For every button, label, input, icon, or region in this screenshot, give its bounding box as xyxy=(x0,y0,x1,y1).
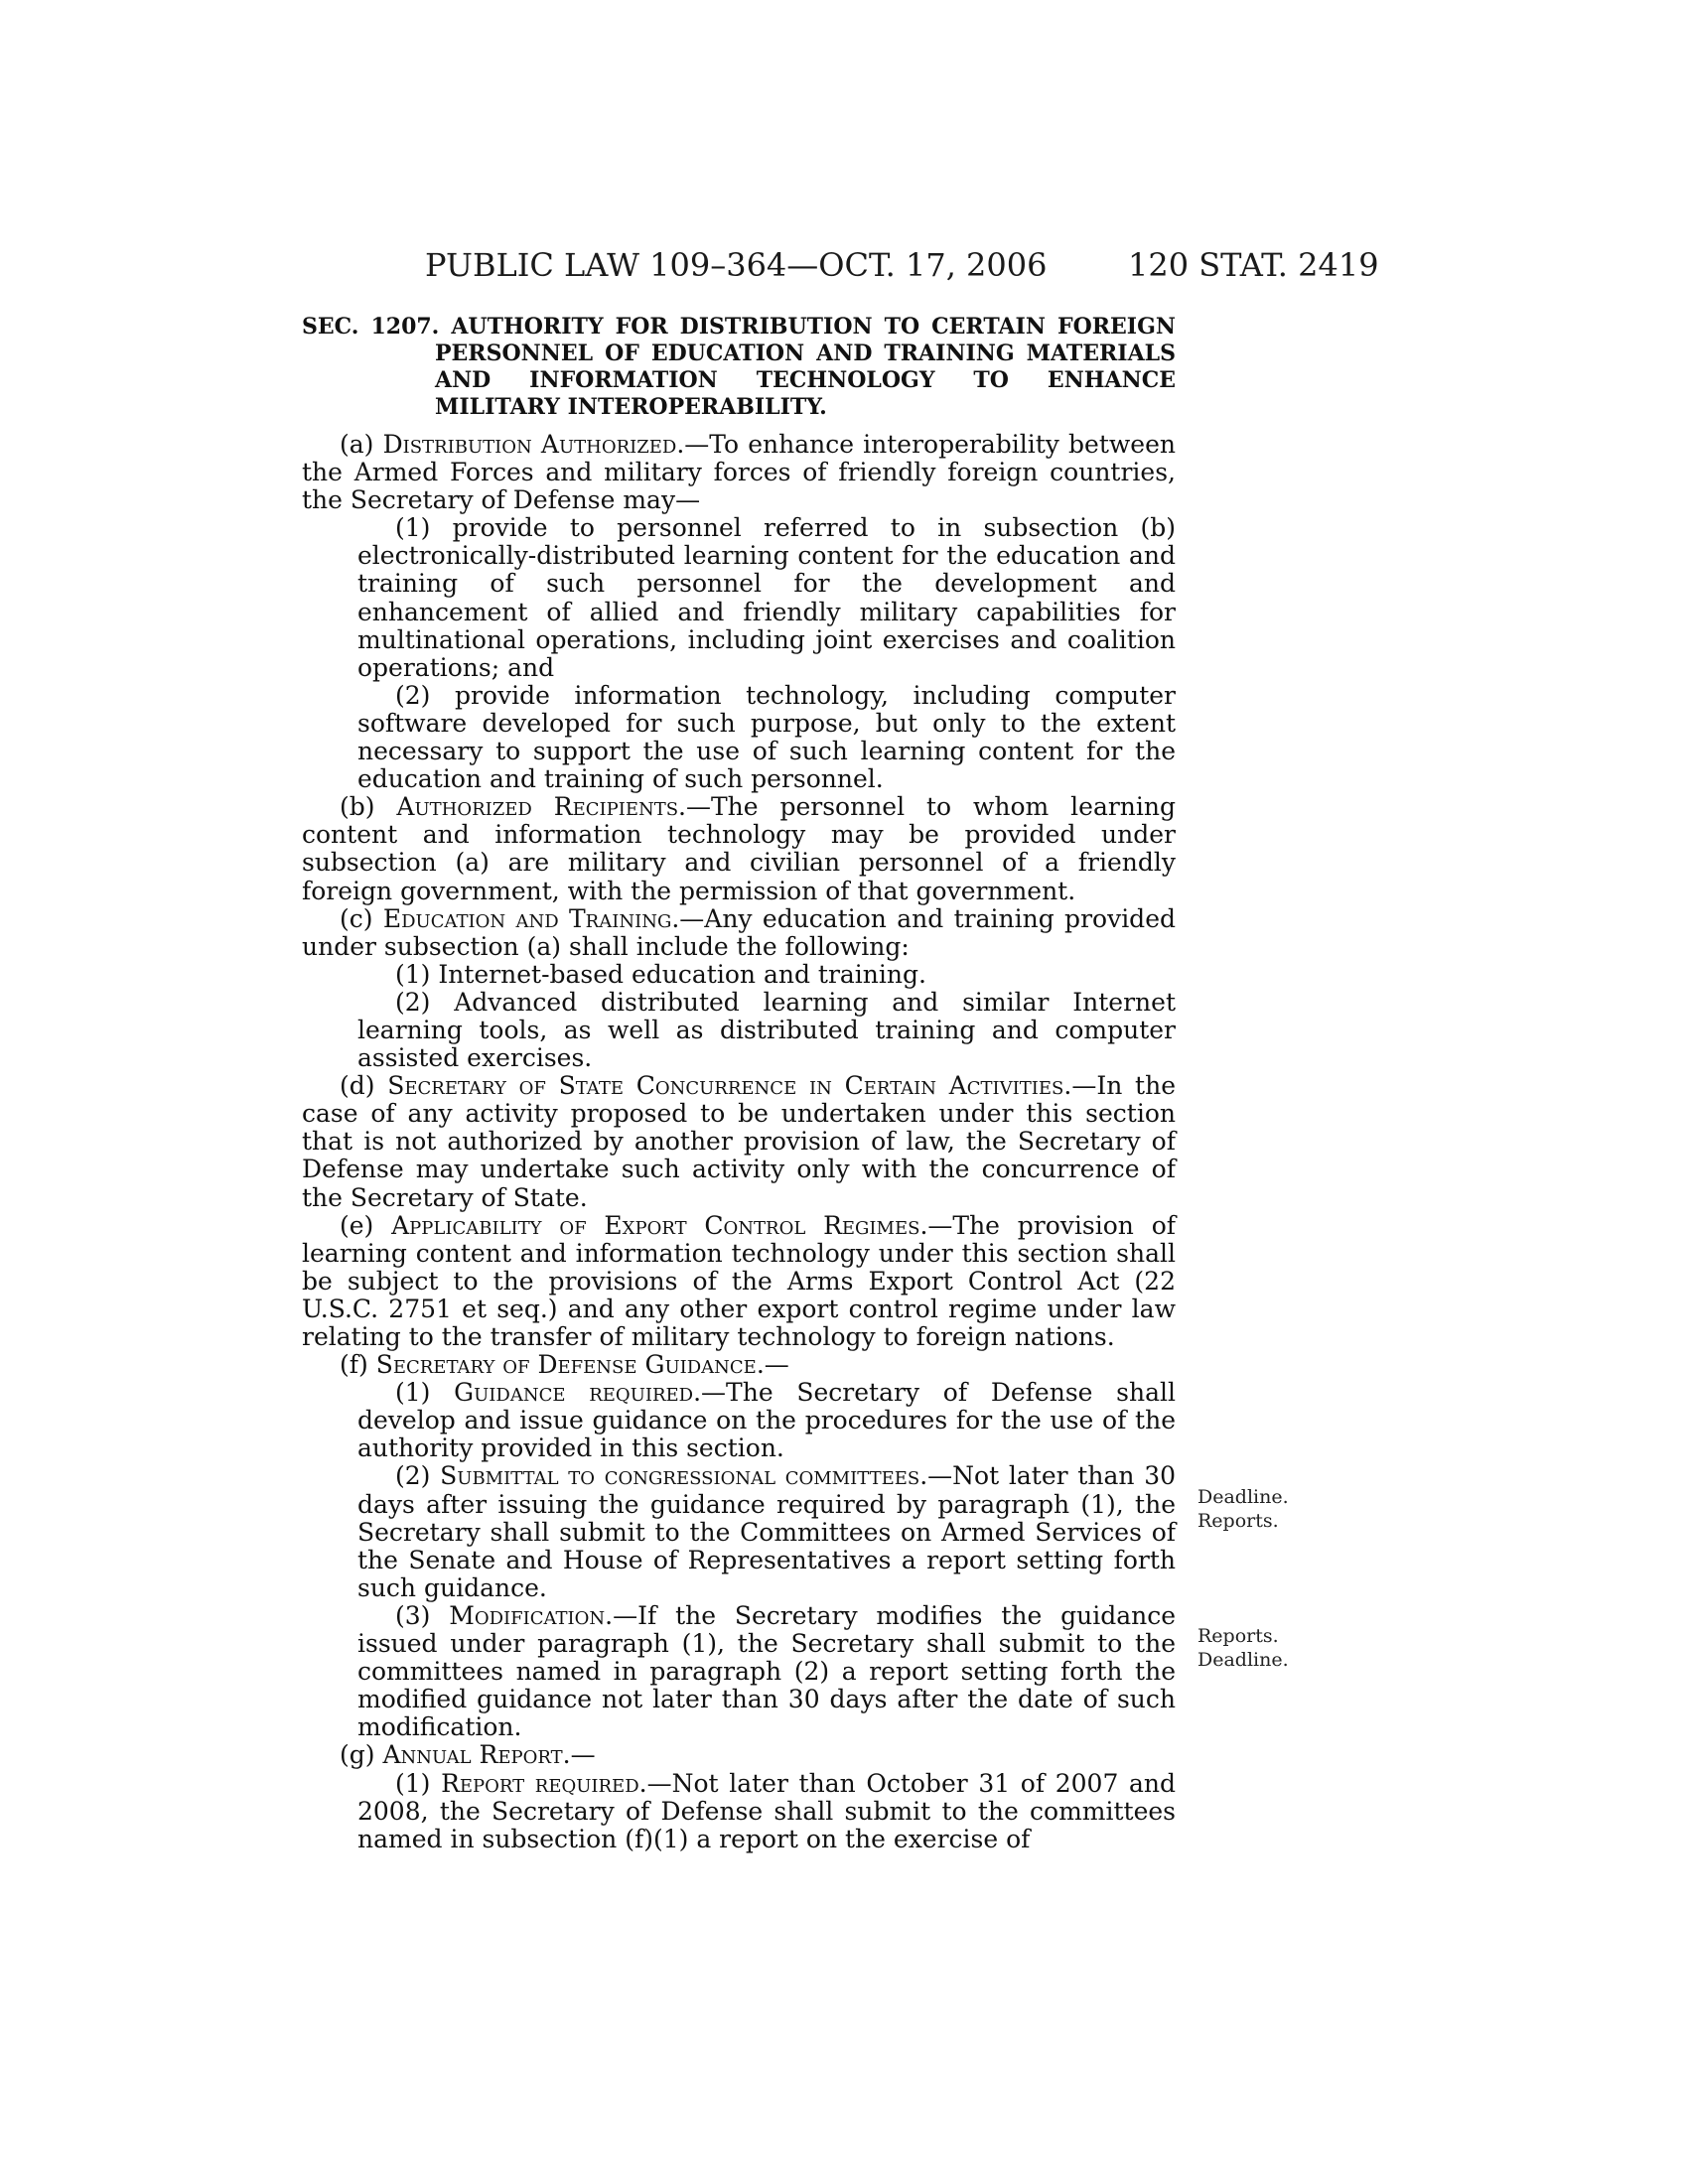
subsection-c-caption: Education and Training. xyxy=(382,903,680,933)
public-law-citation: PUBLIC LAW 109–364—OCT. 17, 2006 xyxy=(425,246,1048,284)
paragraph-a2: (2) provide information technology, including computer software developed for such purpose, but only to the extent necessary to support the use of such learning content for the education and training of such personnel. xyxy=(357,680,1176,794)
subsection-c-text: —Any education and training provided under subsection (a) shall include the following: xyxy=(302,903,1176,961)
paragraph-f3-caption: Modification. xyxy=(449,1600,614,1630)
subsection-a-label: (a) xyxy=(340,430,383,459)
paragraph-a1: (1) provide to personnel referred to in subsection (b) electronically-distributed learning content for the education and training of such personnel for the development and enhancement of allied and friendly military capabilities for multinational operations, including joint exercises and coalition operations; and xyxy=(357,513,1176,682)
section-body xyxy=(302,314,1176,1853)
paragraph-g1-text: —Not later than October 31 of 2007 and 2008, the Secretary of Defense shall submit to the committees named in subsection (f)(1) a report on the exercise of xyxy=(357,1768,1177,1853)
paragraph-g1 xyxy=(302,1770,1176,1853)
paragraph-f3-text: —If the Secretary modifies the guidance issued under paragraph (1), the Secretary shall submit to the committees named in paragraph (2) a report setting forth the modified guidance not later than 30 days after the date of such modification. xyxy=(357,1600,1177,1742)
paragraph-f2-text: —Not later than 30 days after issuing the guidance required by paragraph (1), the Secretary shall submit to the Committees on Armed Services of the Senate and House of Representatives a report setting forth such guidance. xyxy=(357,1461,1176,1602)
margin-note-line: Reports. xyxy=(1197,1510,1279,1532)
subsection-d-text: —In the case of any activity proposed to be undertaken under this section that is not authorized by another provision of law, the Secretary of Defense may undertake such activity only with the concurrence of the Secretary of State. xyxy=(302,1071,1176,1212)
subsection-e-label: (e) xyxy=(340,1210,392,1240)
subsection-c xyxy=(302,905,1176,961)
statute-page-number: 120 STAT. 2419 xyxy=(1128,246,1379,284)
paragraph-f2-caption: Submittal to congressional committees. xyxy=(440,1461,928,1491)
subsection-a-caption: Distribution Authorized. xyxy=(382,430,685,459)
subsection-g xyxy=(302,1741,1176,1769)
subsection-f xyxy=(302,1351,1176,1379)
subsection-g-text: — xyxy=(570,1740,596,1770)
subsection-a xyxy=(302,431,1176,514)
subsection-e-caption: Applicability of Export Control Regimes. xyxy=(391,1210,928,1240)
subsection-d-label: (d) xyxy=(340,1071,388,1101)
subsection-f-label: (f) xyxy=(340,1350,376,1380)
running-header xyxy=(0,246,1688,290)
margin-note-line: Reports. xyxy=(1197,1625,1279,1647)
subsection-c-label: (c) xyxy=(340,903,383,933)
paragraph-f1-text: —The Secretary of Defense shall develop and issue guidance on the procedures for the use of the authority provided in this section. xyxy=(357,1378,1177,1463)
paragraph-f1-caption: Guidance required. xyxy=(454,1378,702,1408)
paragraph-f1 xyxy=(302,1379,1176,1462)
margin-note-line: Deadline. xyxy=(1197,1486,1289,1508)
subsection-g-caption: Annual Report. xyxy=(382,1740,571,1770)
subsection-f-caption: Secretary of Defense Guidance. xyxy=(375,1350,765,1380)
subsection-e-text: —The provision of learning content and information technology under this section shall be subject to the provisions of the Arms Export Control Act (22 U.S.C. 2751 et seq.) and any other export control regime under law relating to the transfer of military technology to foreign nations. xyxy=(302,1210,1177,1351)
paragraph-f3 xyxy=(302,1602,1176,1741)
subsection-b-caption: Authorized Recipients. xyxy=(396,792,686,822)
subsection-g-label: (g) xyxy=(340,1740,383,1770)
margin-note-line: Deadline. xyxy=(1197,1649,1289,1671)
subsection-b-text: —The personnel to whom learning content and information technology may be provided under subsection (a) are military and civilian personnel of a friendly foreign government, with the permission of that government. xyxy=(302,792,1176,905)
paragraph-c1: (1) Internet-based education and training. xyxy=(395,959,926,989)
subsection-a-text: —To enhance interoperability between the Armed Forces and military forces of friendly foreign countries, the Secretary of Defense may— xyxy=(302,430,1176,515)
subsection-f-text: — xyxy=(764,1350,789,1380)
subsection-b-label: (b) xyxy=(340,792,397,822)
paragraph-g1-label: (1) xyxy=(395,1768,442,1798)
paragraph-f3-label: (3) xyxy=(395,1600,450,1630)
subsection-e xyxy=(302,1212,1176,1351)
margin-note-reports-deadline xyxy=(1197,1624,1307,1672)
paragraph-f2-label: (2) xyxy=(395,1461,441,1491)
subsection-d xyxy=(302,1072,1176,1211)
margin-note-deadline-reports xyxy=(1197,1485,1307,1533)
subsection-b xyxy=(302,793,1176,904)
section-heading: SEC. 1207. AUTHORITY FOR DISTRIBUTION TO CERTAIN FOREIGN PERSONNEL OF EDUCATION AND TRAINING MATERIALS AND INFORMATION TECHNOLOGY TO ENHANCE MILITARY INTEROPERABILITY. xyxy=(302,314,1176,420)
paragraph-c2: (2) Advanced distributed learning and similar Internet learning tools, as well as distributed training and computer assisted exercises. xyxy=(357,987,1176,1073)
paragraph-g1-caption: Report required. xyxy=(441,1768,647,1798)
paragraph-f2 xyxy=(302,1462,1176,1601)
subsection-d-caption: Secretary of State Concurrence in Certain Activities. xyxy=(387,1071,1072,1101)
paragraph-f1-label: (1) xyxy=(395,1378,455,1408)
